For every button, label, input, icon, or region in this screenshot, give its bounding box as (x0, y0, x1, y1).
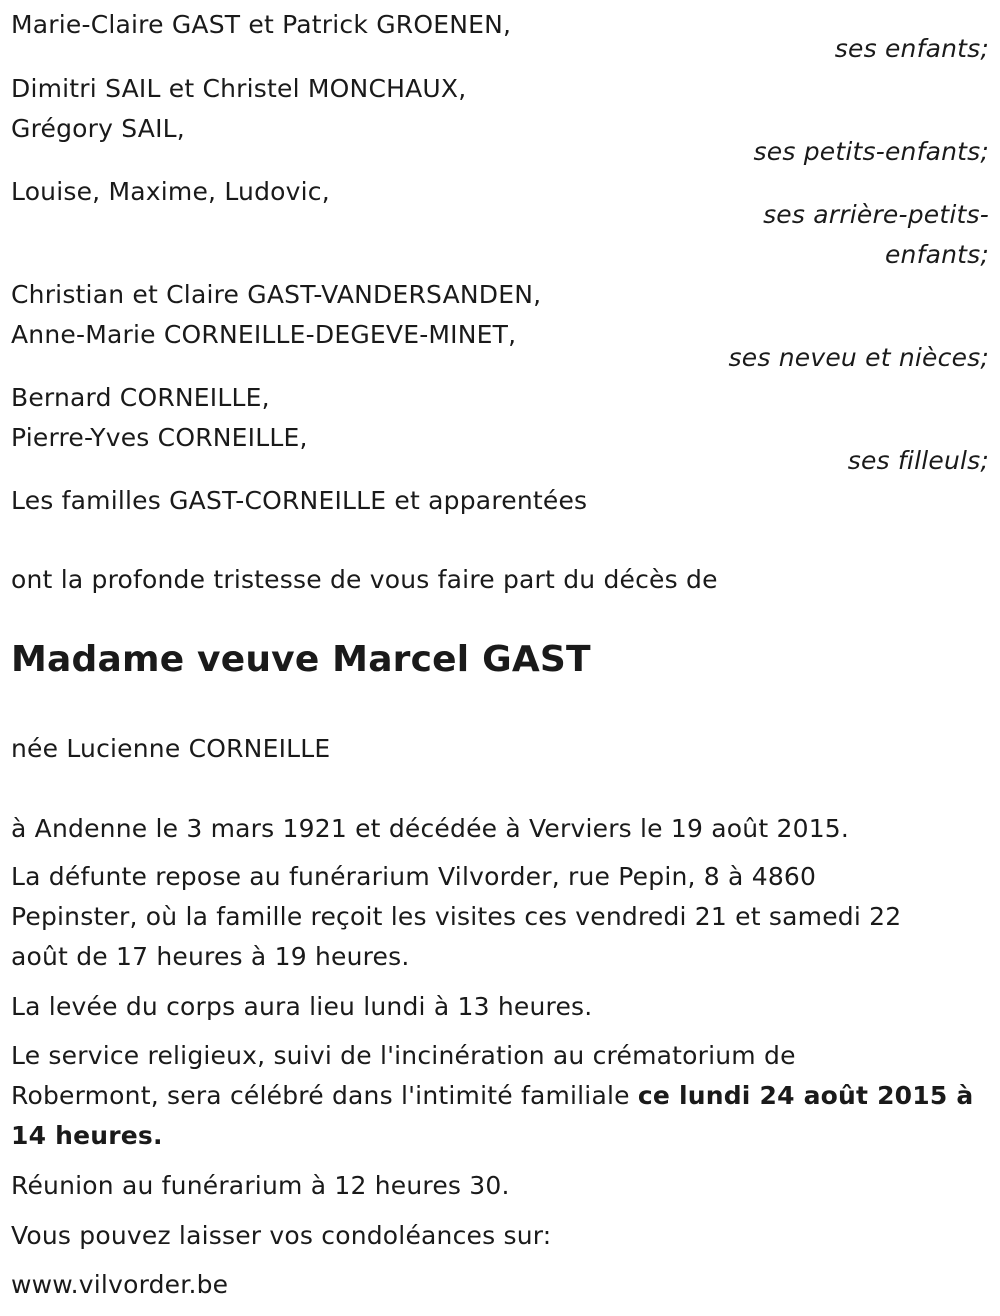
service-date-bold: ce lundi 24 août 2015 à (637, 1081, 974, 1110)
repose-line3: août de 17 heures à 19 heures. (11, 942, 410, 971)
service-line3 (11, 1116, 163, 1156)
children-role: ses enfants; (834, 34, 989, 63)
godchildren-role: ses filleuls; (847, 446, 989, 475)
nephews-names-line2: Anne-Marie CORNEILLE-DEGEVE-MINET, (11, 320, 517, 349)
families-line: Les familles GAST-CORNEILLE et apparentées (11, 486, 588, 515)
greatgrandchildren-names: Louise, Maxime, Ludovic, (11, 177, 330, 206)
service-line1: Le service religieux, suivi de l'incinération au crématorium de (11, 1041, 796, 1070)
service-line2-normal: Robermont, sera célébré dans l'intimité familiale (11, 1081, 638, 1110)
service-time-bold: 14 heures. (11, 1121, 163, 1150)
announcement-text: ont la profonde tristesse de vous faire part du décès de (11, 565, 718, 594)
condolences-text: Vous pouvez laisser vos condoléances sur: (11, 1221, 552, 1250)
godchildren-names-line1: Bernard CORNEILLE, (11, 383, 270, 412)
children-names: Marie-Claire GAST et Patrick GROENEN, (11, 10, 512, 39)
nephews-names-line1: Christian et Claire GAST-VANDERSANDEN, (11, 280, 542, 309)
deceased-name: Madame veuve Marcel GAST (11, 639, 591, 680)
greatgrandchildren-role-line1: ses arrière-petits- (763, 200, 989, 229)
maiden-name: née Lucienne CORNEILLE (11, 734, 331, 763)
greatgrandchildren-role-line2: enfants; (884, 240, 989, 269)
grandchildren-names-line2: Grégory SAIL, (11, 114, 185, 143)
reunion-text: Réunion au funérarium à 12 heures 30. (11, 1171, 510, 1200)
website-link[interactable]: www.vilvorder.be (11, 1270, 229, 1299)
repose-line2: Pepinster, où la famille reçoit les visites ces vendredi 21 et samedi 22 (11, 902, 902, 931)
repose-line1: La défunte repose au funérarium Vilvorder, rue Pepin, 8 à 4860 (11, 862, 817, 891)
grandchildren-role: ses petits-enfants; (753, 137, 989, 166)
birth-death-text: à Andenne le 3 mars 1921 et décédée à Verviers le 19 août 2015. (11, 814, 850, 843)
nephews-role: ses neveu et nièces; (728, 343, 989, 372)
grandchildren-names-line1: Dimitri SAIL et Christel MONCHAUX, (11, 74, 467, 103)
levee-text: La levée du corps aura lieu lundi à 13 heures. (11, 992, 593, 1021)
godchildren-names-line2: Pierre-Yves CORNEILLE, (11, 423, 308, 452)
service-line2 (11, 1076, 973, 1116)
